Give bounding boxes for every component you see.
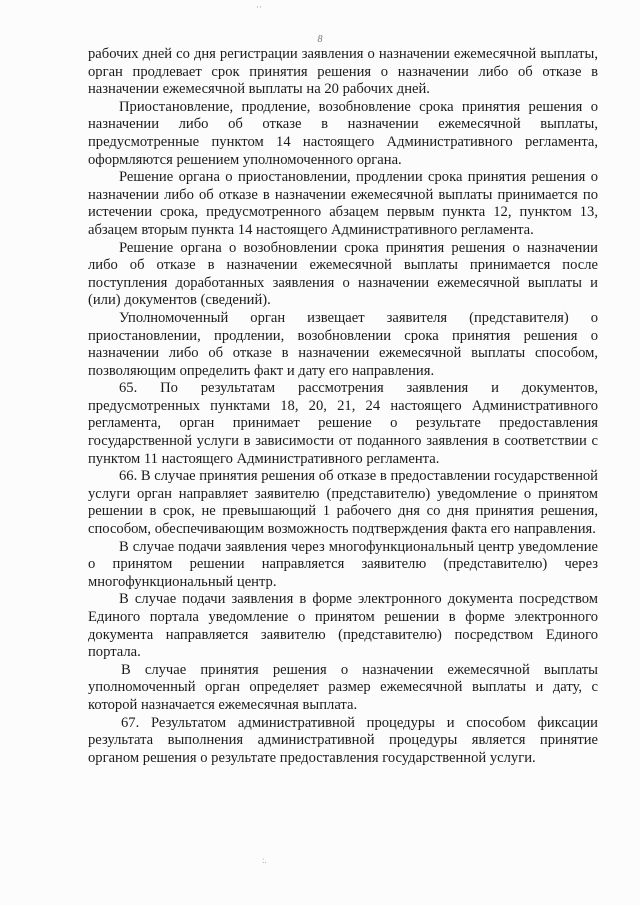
page-number: 8 xyxy=(317,34,323,45)
paragraph: Уполномоченный орган извещает заявителя (представителя) о приостановлении, продлении, возобновлении срока принятия решения о назначении либо об отказе в назначении ежемесячной выплаты способом, позволяющим определить факт и дату его направления. xyxy=(88,309,598,379)
document-body xyxy=(88,46,598,767)
paragraph-item-67: 67. Результатом административной процедуры и способом фиксации результата выполнения административной процедуры является принятие органом решения о результате предоставления государственной услуги. xyxy=(88,714,598,766)
paragraph: В случае подачи заявления в форме электронного документа посредством Единого портала уведомление о принятом решении в форме электронного документа направляется заявителю (представителю) посредством Единого портала. xyxy=(88,591,598,661)
paragraph-item-66: 66. В случае принятия решения об отказе в предоставлении государственной услуги орган направляет заявителю (представителю) уведомление о принятом решении в срок, не превышающий 1 рабочего дня со дня принятия решения, способом, обеспечивающим возможность подтверждения факта его направления. xyxy=(88,468,598,538)
scan-mark-bottom: :. xyxy=(262,855,267,865)
scan-mark: ·· xyxy=(256,2,262,12)
paragraph: Решение органа о возобновлении срока принятия решения о назначении либо об отказе в назначении ежемесячной выплаты принимается после поступления доработанных заявления о назначении ежемесячной выплаты и (или) документов (сведений). xyxy=(88,239,598,309)
paragraph-item-65: 65. По результатам рассмотрения заявления и документов, предусмотренных пунктами 18, 20, 21, 24 настоящего Административного регламента, орган принимает решение о результате предоставления государственной услуги в зависимости от поданного заявления в соответствии с пунктом 11 настоящего Административного регламента. xyxy=(88,380,598,467)
paragraph-continuation: рабочих дней со дня регистрации заявления о назначении ежемесячной выплаты, орган продлевает срок принятия решения о назначении либо об отказе в назначении ежемесячной выплаты на 20 рабочих дней. xyxy=(88,46,598,98)
paragraph: Приостановление, продление, возобновление срока принятия решения о назначении либо об отказе в назначении ежемесячной выплаты, предусмотренные пунктом 14 настоящего Административного регламента, оформляются решением уполномоченного органа. xyxy=(88,98,598,168)
paragraph: Решение органа о приостановлении, продлении срока принятия решения о назначении либо об отказе в назначении ежемесячной выплаты принимается по истечении срока, предусмотренного абзацем первым пункта 12, пунктом 13, абзацем вторым пункта 14 настоящего Административного регламента. xyxy=(88,169,598,238)
paragraph: В случае подачи заявления через многофункциональный центр уведомление о принятом решении направляется заявителю (представителю) через многофункциональный центр. xyxy=(88,538,598,590)
paragraph: В случае принятия решения о назначении ежемесячной выплаты уполномоченный орган определяет размер ежемесячной выплаты и дату, с которой назначается ежемесячная выплата. xyxy=(88,661,598,713)
